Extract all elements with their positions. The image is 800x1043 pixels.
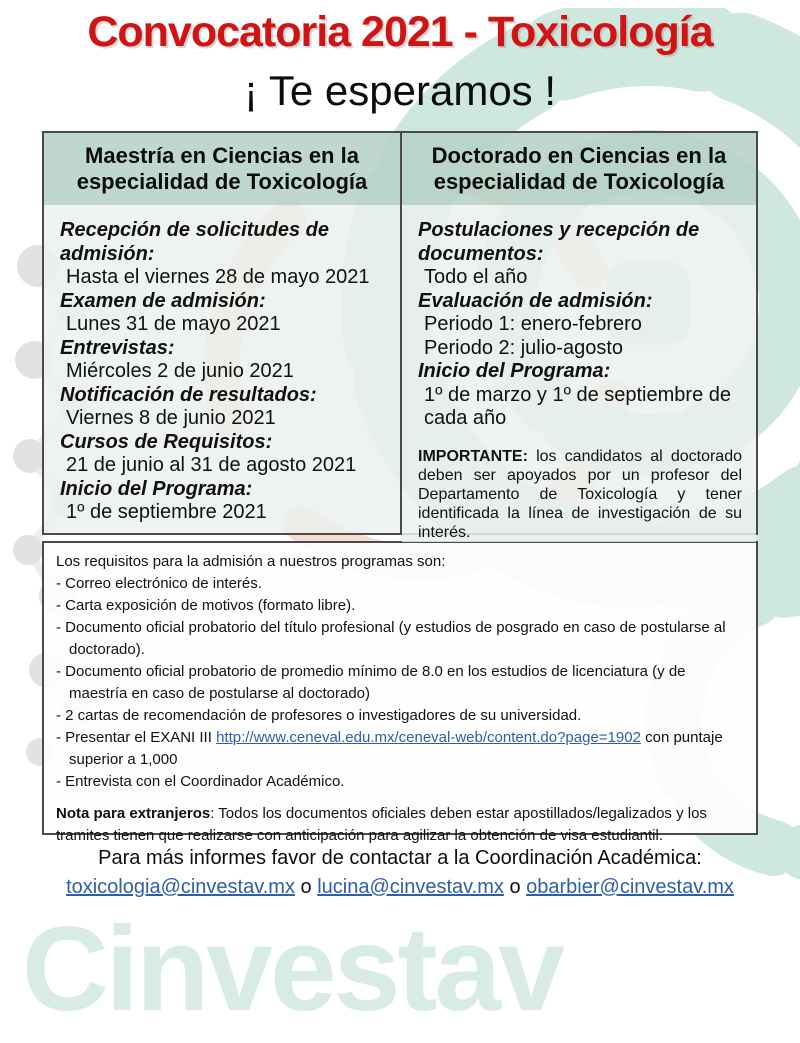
schedule-item: [60, 290, 392, 337]
schedule-label: Entrevistas:: [60, 336, 175, 359]
requirement-text: - 2 cartas de recomendación de profesores o investigadores de su universidad.: [56, 707, 582, 724]
requirement-item: [56, 705, 744, 727]
schedule-item: [60, 478, 392, 525]
schedule-item: [60, 337, 392, 384]
requirement-item: [56, 617, 744, 661]
requirement-item: [56, 771, 744, 793]
schedule-value: Todo el año: [424, 266, 528, 288]
program-schedule-doctorado: [402, 205, 756, 542]
program-header-maestria: Maestría en Ciencias en la especialidad de Toxicología: [44, 133, 400, 205]
schedule-item: [418, 360, 748, 431]
email-link-1[interactable]: toxicologia@cinvestav.mx: [66, 876, 295, 898]
contact-emails: toxicologia@cinvestav.mx o lucina@cinvestav.mx o obarbier@cinvestav.mx: [66, 876, 734, 898]
schedule-value: Miércoles 2 de junio 2021: [66, 360, 294, 382]
foreigners-note: [56, 803, 744, 847]
schedule-label: Inicio del Programa:: [60, 477, 253, 500]
contact-line: Para más informes favor de contactar a la Coordinación Académica:: [98, 847, 702, 869]
foreigners-note-label: Nota para extranjeros: [56, 805, 211, 822]
program-column-maestria: [44, 133, 400, 533]
schedule-item: [418, 290, 748, 361]
schedule-value: Periodo 1: enero-febrero Periodo 2: julio-agosto: [424, 313, 642, 359]
email-link-2[interactable]: lucina@cinvestav.mx: [317, 876, 504, 898]
importante-label: IMPORTANTE:: [418, 447, 528, 465]
schedule-label: Inicio del Programa:: [418, 360, 611, 382]
flyer: [0, 8, 800, 899]
requirement-item: [56, 573, 744, 595]
schedule-label: Evaluación de admisión:: [418, 289, 653, 312]
schedule-value: 21 de junio al 31 de agosto 2021: [66, 454, 357, 476]
cinvestav-watermark: Cinvestav: [22, 902, 562, 1036]
requirement-text: con puntaje superior a 1,000: [69, 729, 723, 768]
footer: [0, 847, 800, 899]
schedule-label: Cursos de Requisitos:: [60, 430, 273, 453]
schedule-value: Lunes 31 de mayo 2021: [66, 313, 281, 335]
page-title: Convocatoria 2021 - Toxicología: [87, 8, 713, 56]
schedule-label: Postulaciones y recepción de documentos:: [418, 219, 700, 265]
schedule-item: [418, 219, 748, 290]
programs-table: [42, 131, 758, 541]
program-schedule-maestria: [44, 205, 400, 533]
importante-note: [418, 447, 742, 542]
schedule-item: [60, 219, 392, 290]
requirement-item: [56, 595, 744, 617]
program-header-doctorado: Doctorado en Ciencias en la especialidad de Toxicología: [402, 133, 756, 205]
schedule-label: Recepción de solicitudes de admisión:: [60, 219, 329, 265]
requirement-text: - Entrevista con el Coordinador Académico.: [56, 773, 345, 790]
requirement-text: - Correo electrónico de interés.: [56, 575, 262, 592]
requirement-text: - Carta exposición de motivos (formato libre).: [56, 597, 356, 614]
program-column-doctorado: [400, 133, 756, 541]
requirement-text: - Presentar el EXANI III: [56, 729, 217, 746]
requirement-item: [56, 727, 744, 771]
requirement-item: [56, 661, 744, 705]
requirement-text: - Documento oficial probatorio de promedio mínimo de 8.0 en los estudios de licenciatura (y de maestría en caso de postularse al doctorado): [56, 663, 686, 702]
schedule-item: [60, 431, 392, 478]
requirements-intro: Los requisitos para la admisión a nuestros programas son:: [56, 553, 446, 570]
schedule-label: Examen de admisión:: [60, 289, 266, 312]
importante-text: los candidatos al doctorado deben ser apoyados por un profesor del Departamento de Toxicología y tener identificada la línea de investigación de su interés.: [418, 447, 742, 541]
schedule-label: Notificación de resultados:: [60, 383, 317, 406]
schedule-value: 1º de marzo y 1º de septiembre de cada año: [424, 383, 731, 429]
schedule-value: Viernes 8 de junio 2021: [66, 407, 276, 429]
requirements-box: [42, 541, 758, 844]
requirements-list: [56, 573, 744, 793]
page-subtitle: ¡ Te esperamos !: [243, 67, 557, 114]
schedule-value: 1º de septiembre 2021: [66, 501, 267, 523]
schedule-item: [60, 384, 392, 431]
requirement-text: - Documento oficial probatorio del título profesional (y estudios de posgrado en caso de postularse al doctorado).: [56, 619, 726, 658]
foreigners-note-text: : Todos los documentos oficiales deben estar apostillados/legalizados y los tramites tienen que realizarse con anticipación para agilizar la obtención de visa estudiantil.: [56, 805, 707, 844]
schedule-value: Hasta el viernes 28 de mayo 2021: [66, 266, 370, 288]
email-link-3[interactable]: obarbier@cinvestav.mx: [526, 876, 734, 898]
ceneval-link[interactable]: http://www.ceneval.edu.mx/ceneval-web/content.do?page=1902: [216, 729, 641, 746]
